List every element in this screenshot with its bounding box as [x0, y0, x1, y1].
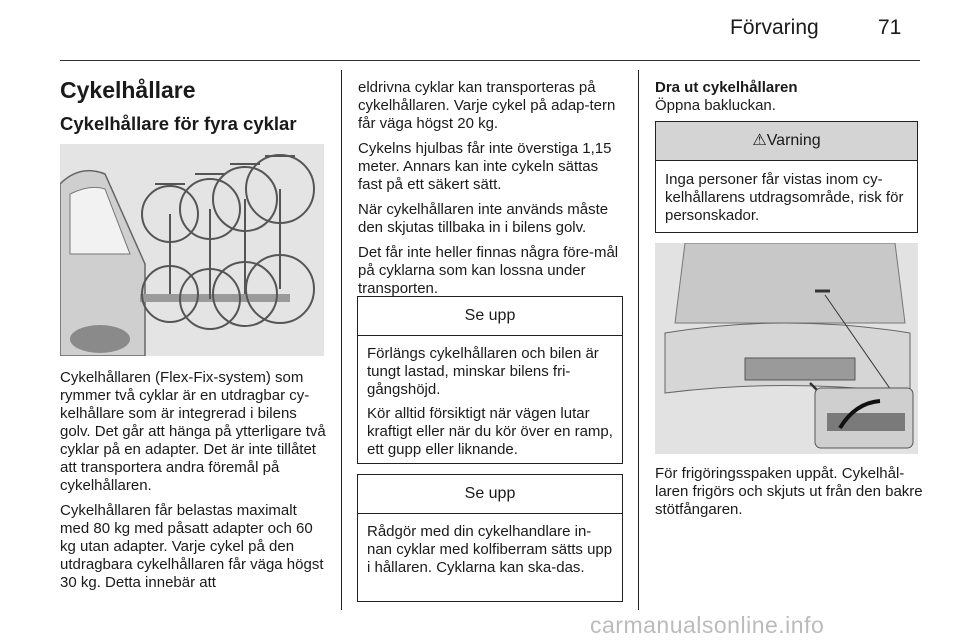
bike-carrier-illustration	[60, 144, 324, 356]
watermark: carmanualsonline.info	[590, 612, 825, 638]
paragraph: eldrivna cyklar kan transporteras på cykelhållaren. Varje cykel på adap-tern får väga högst 20 kg.	[358, 79, 616, 132]
warning-header	[656, 122, 917, 161]
caution-title: Se upp	[358, 297, 622, 336]
middle-column-text	[358, 79, 626, 305]
column-divider-left	[341, 70, 342, 610]
caution-text: Rådgör med din cykelhandlare in-nan cyklar med kolfiberram sätts upp i hållaren. Cyklarna kan ska-das.	[367, 523, 613, 576]
figure-caption: För frigöringsspaken uppåt. Cykelhål-laren frigörs och skjuts ut från den bakre stötfångaren.	[655, 465, 923, 518]
column-divider-right	[638, 70, 639, 610]
warning-title: Varning	[766, 132, 821, 149]
paragraph: Cykelhållaren får belastas maximalt med 80 kg med påsatt adapter och 60 kg utan adapter. Varje cykel på den utdragbara cykelhållaren får väga högst 30 kg. Detta innebär att	[60, 502, 324, 591]
paragraph: Cykelns hjulbas får inte överstiga 1,15 meter. Annars kan inte cykeln sättas fast på ett säkert sätt.	[358, 140, 612, 193]
warning-box	[655, 121, 918, 233]
caution-box-2	[357, 474, 623, 602]
warning-text: Inga personer får vistas inom cy-kelhållarens utdragsområde, risk för personskador.	[665, 171, 904, 224]
paragraph: Cykelhållaren (Flex-Fix-system) som rymmer två cyklar är en utdragbar cy-kelhållare som är integrerad i bilens golv. Det går att hänga på ytterligare två cyklar på en adapter. Det är inte tillåtet att transportera andra föremål på cykelhållaren.	[60, 369, 326, 494]
subsection-heading: Cykelhållare för fyra cyklar	[60, 113, 297, 134]
procedure-intro: Öppna bakluckan.	[655, 97, 776, 114]
caution-box-1	[357, 296, 623, 464]
caution-title: Se upp	[358, 475, 622, 514]
running-header-title: Förvaring	[730, 16, 819, 39]
section-heading: Cykelhållare	[60, 77, 196, 103]
right-column-intro	[655, 79, 925, 115]
procedure-heading: Dra ut cykelhållaren	[655, 79, 798, 96]
right-column-caption	[655, 465, 930, 526]
header-rule	[60, 60, 920, 61]
paragraph: När cykelhållaren inte används måste den skjutas tillbaka in i bilens golv.	[358, 201, 609, 236]
caution-text: Kör alltid försiktigt när vägen lutar kraftigt eller när du kör över en ramp, ett gupp eller liknande.	[367, 405, 613, 458]
warning-icon: ⚠	[752, 132, 767, 149]
page-number: 71	[878, 16, 902, 39]
paragraph: Det får inte heller finnas några före-mål på cyklarna som kan lossna under transporten.	[358, 244, 619, 297]
release-lever-illustration	[655, 243, 918, 454]
left-column-text	[60, 369, 328, 599]
caution-text: Förlängs cykelhållaren och bilen är tungt lastad, minskar bilens fri-gångshöjd.	[367, 345, 599, 398]
